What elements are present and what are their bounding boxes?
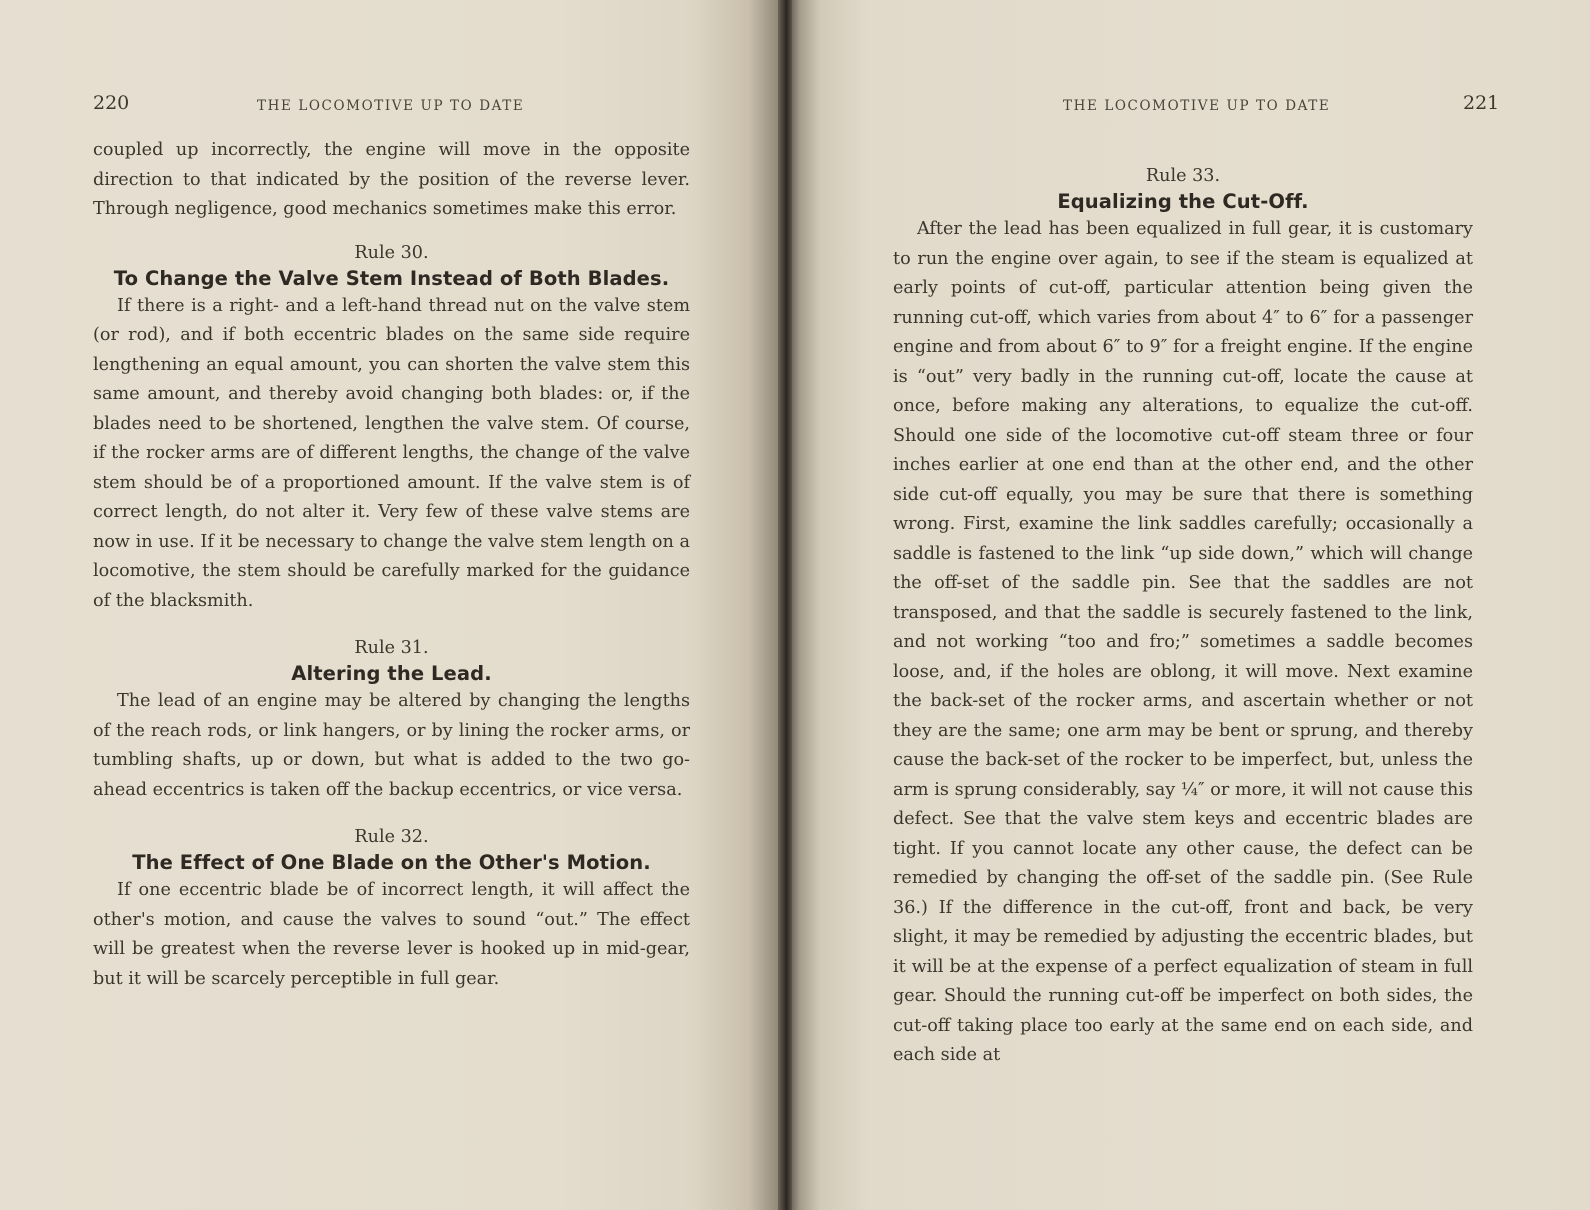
page-number-left: 220 bbox=[93, 92, 130, 114]
rule-31-title: Altering the Lead. bbox=[291, 662, 492, 685]
rule-33-title: Equalizing the Cut-Off. bbox=[1057, 190, 1309, 213]
rule-31-body: The lead of an engine may be altered by changing the lengths of the reach rods, or link hangers, or by lining the rocker arms, or tumbling shafts, up or down, but what is added to the two go-ahead eccentrics is taken off the backup eccentrics, or vice versa. bbox=[93, 691, 690, 800]
rule-30-body: If there is a right- and a left-hand thread nut on the valve stem (or rod), and if both eccentric blades on the same side require lengthening an equal amount, you can shorten the valve stem this same amount, and thereby avoid changing both blades: or, if the blades need to be shortened, lengthen the valve stem. Of course, if the rocker arms are of different lengths, the change of the valve stem should be of a proportioned amount. If the valve stem is of correct length, do not alter it. Very few of these valve stems are now in use. If it be necessary to change the valve stem length on a locomotive, the stem should be carefully marked for the guidance of the blacksmith. bbox=[93, 295, 690, 611]
rule-31-label: Rule 31. bbox=[354, 638, 429, 658]
rule-33-body: After the lead has been equalized in full gear, it is customary to run the engine over again, to see if the steam is equalized at early points of cut-off, particular attention being given the running cut-off, which varies from about 4″ to 6″ for a passenger engine and from about 6″ to 9″ for a freight engine. If the engine is “out” very badly in the running cut-off, locate the cause at once, before making any alterations, to equalize the cut-off. Should one side of the locomotive cut-off steam three or four inches earlier at one end than at the other end, and the other side cut-off equally, you may be sure that there is something wrong. First, examine the link saddles carefully; occasionally a saddle is fastened to the link “up side down,” which will change the off-set of the saddle pin. See that the saddles are not transposed, and that the saddle is securely fastened to the link, and not working “too and fro;” sometimes a saddle becomes loose, and, if the holes are oblong, it will move. Next examine the back-set of the rocker arms, and ascertain whether or not they are the same; one arm may be bent or sprung, and thereby cause the back-set of the rocker to be imperfect, but, unless the arm is sprung considerably, say ¼″ or more, it will not cause this defect. See that the valve stem keys and eccentric blades are tight. If you cannot locate any other cause, the defect can be remedied by changing the off-set of the saddle pin. (See Rule 36.) If the difference in the cut-off, front and back, be very slight, it may be remedied by adjusting the eccentric blades, but it will be at the expense of a perfect equalization of steam in full gear. Should the running cut-off be imperfect on both sides, the cut-off taking place too early at the same end on each side, and each side at bbox=[893, 219, 1473, 1065]
rule-30-label: Rule 30. bbox=[354, 242, 429, 263]
rule-32-body: If one eccentric blade be of incorrect length, it will affect the other's motion, and cause the valves to sound “out.” The effect will be greatest when the reverse lever is hooked up in mid-gear, but it will be scarcely perceptible in full gear. bbox=[93, 880, 690, 989]
left-text-column bbox=[93, 136, 690, 994]
running-title-left: THE LOCOMOTIVE UP TO DATE bbox=[257, 98, 525, 114]
rule-32-title: The Effect of One Blade on the Other's Motion. bbox=[132, 851, 651, 874]
rule-32-label: Rule 32. bbox=[354, 827, 429, 847]
page-number-right: 221 bbox=[1463, 92, 1500, 114]
rule-33-label: Rule 33. bbox=[1145, 166, 1221, 186]
right-page bbox=[788, 0, 1590, 1210]
book-gutter bbox=[778, 0, 792, 1210]
running-title-right: THE LOCOMOTIVE UP TO DATE bbox=[1063, 98, 1331, 114]
rule-30-title: To Change the Valve Stem Instead of Both Blades. bbox=[113, 266, 670, 290]
left-page bbox=[0, 0, 788, 1210]
right-text-column bbox=[893, 166, 1473, 1071]
continuation-paragraph: coupled up incorrectly, the engine will move in the opposite direction to that indicated by the position of the reverse lever. Through negligence, good mechanics sometimes make this error. bbox=[93, 140, 690, 219]
